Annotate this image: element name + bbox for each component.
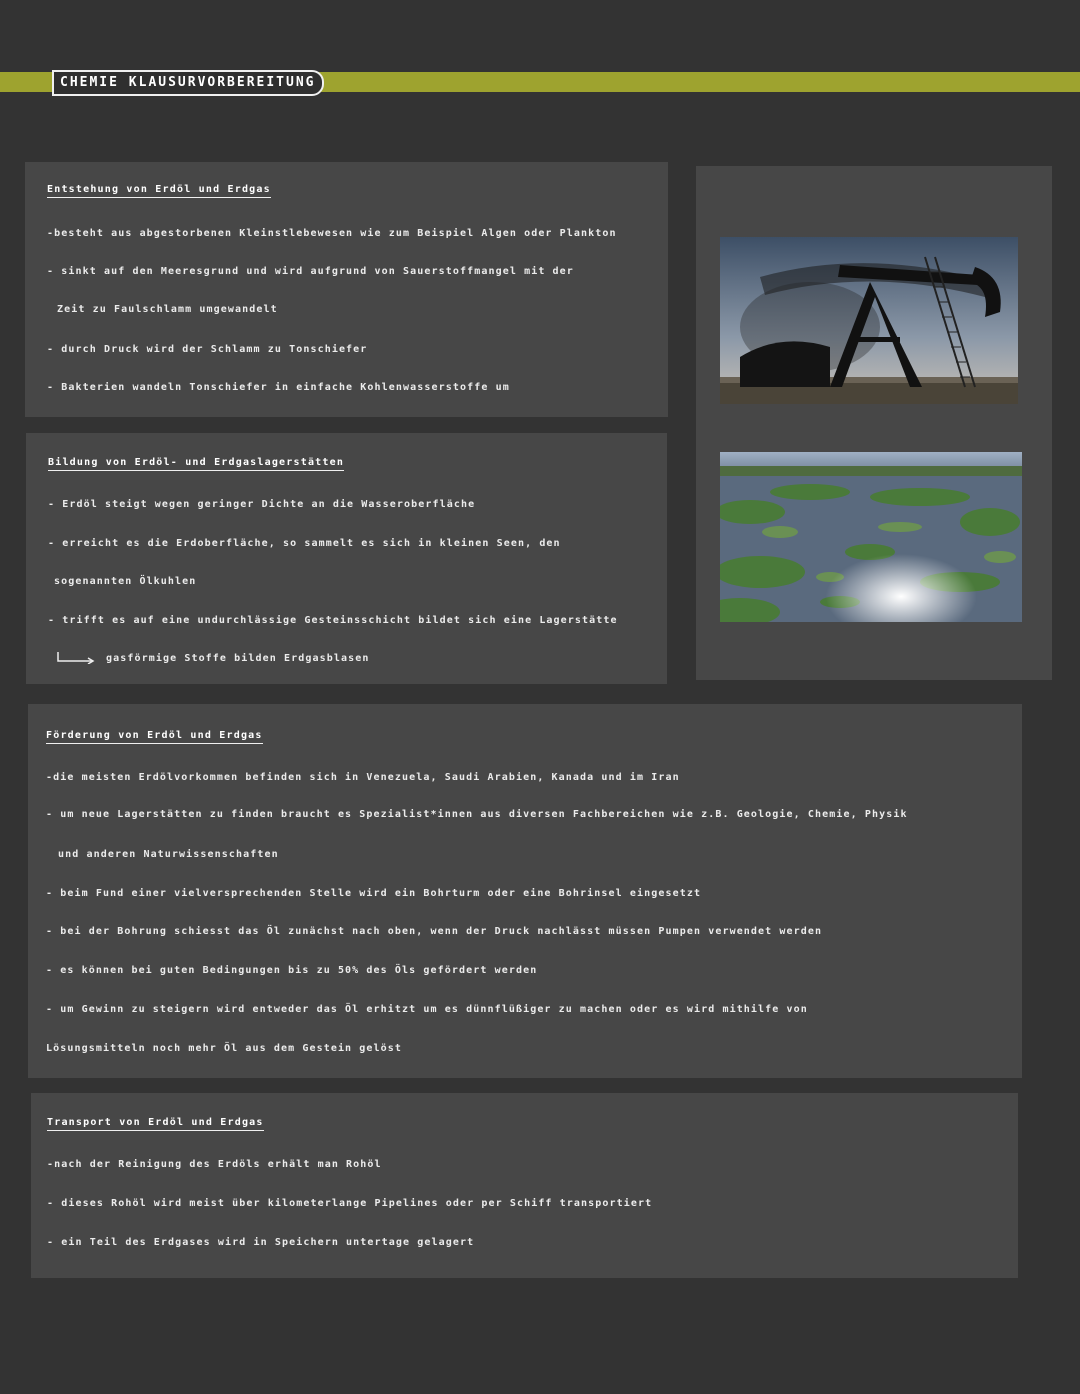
text-line: - erreicht es die Erdoberfläche, so sammelt es sich in kleinen Seen, den bbox=[48, 538, 561, 549]
text-line: - es können bei guten Bedingungen bis zu 50% des Öls gefördert werden bbox=[46, 965, 538, 976]
text-line: Zeit zu Faulschlamm umgewandelt bbox=[57, 304, 278, 315]
text-line: - trifft es auf eine undurchlässige Gesteinsschicht bildet sich eine Lagerstätte bbox=[48, 615, 618, 626]
text-line: -die meisten Erdölvorkommen befinden sich in Venezuela, Saudi Arabien, Kanada und im Iran bbox=[46, 772, 680, 783]
text-line: gasförmige Stoffe bilden Erdgasblasen bbox=[106, 653, 370, 664]
section-heading: Bildung von Erdöl- und Erdgaslagerstätten bbox=[48, 457, 344, 471]
oil-pumpjack-photo bbox=[720, 237, 1018, 404]
arrow-icon bbox=[56, 652, 96, 664]
section-heading: Transport von Erdöl und Erdgas bbox=[47, 1117, 264, 1131]
section-heading: Förderung von Erdöl und Erdgas bbox=[46, 730, 263, 744]
section-transport bbox=[31, 1093, 1018, 1278]
text-line: - um neue Lagerstätten zu finden braucht es Spezialist*innen aus diversen Fachbereichen wie z.B. Geologie, Chemie, Physik bbox=[46, 809, 908, 820]
section-entstehung bbox=[25, 162, 668, 417]
text-line: Lösungsmitteln noch mehr Öl aus dem Gestein gelöst bbox=[46, 1043, 403, 1054]
text-line: - Erdöl steigt wegen geringer Dichte an die Wasseroberfläche bbox=[48, 499, 476, 510]
section-bildung bbox=[26, 433, 667, 684]
text-line: - durch Druck wird der Schlamm zu Tonschiefer bbox=[47, 344, 368, 355]
text-line: -besteht aus abgestorbenen Kleinstlebewesen wie zum Beispiel Algen oder Plankton bbox=[47, 228, 617, 239]
text-line: - beim Fund einer vielversprechenden Stelle wird ein Bohrturm oder eine Bohrinsel eingesetzt bbox=[46, 888, 702, 899]
text-line: sogenannten Ölkuhlen bbox=[54, 576, 197, 587]
text-line: - Bakterien wandeln Tonschiefer in einfache Kohlenwasserstoffe um bbox=[47, 382, 510, 393]
section-heading: Entstehung von Erdöl und Erdgas bbox=[47, 184, 271, 198]
text-line: - um Gewinn zu steigern wird entweder das Öl erhitzt um es dünnflüßiger zu machen oder es wird mithilfe von bbox=[46, 1004, 808, 1015]
text-line: und anderen Naturwissenschaften bbox=[58, 849, 279, 860]
section-foerderung bbox=[28, 704, 1022, 1078]
page-title: CHEMIE KLAUSURVORBEREITUNG bbox=[52, 70, 324, 96]
text-line: - dieses Rohöl wird meist über kilometerlange Pipelines oder per Schiff transportiert bbox=[47, 1198, 653, 1209]
oil-lake-wetland-photo bbox=[720, 452, 1022, 622]
text-line: - bei der Bohrung schiesst das Öl zunächst nach oben, wenn der Druck nachlässt müssen Pumpen verwendet werden bbox=[46, 926, 823, 937]
text-line: -nach der Reinigung des Erdöls erhält man Rohöl bbox=[47, 1159, 382, 1170]
image-panel bbox=[696, 166, 1052, 680]
text-line: - sinkt auf den Meeresgrund und wird aufgrund von Sauerstoffmangel mit der bbox=[47, 266, 574, 277]
text-line: - ein Teil des Erdgases wird in Speichern untertage gelagert bbox=[47, 1237, 475, 1248]
